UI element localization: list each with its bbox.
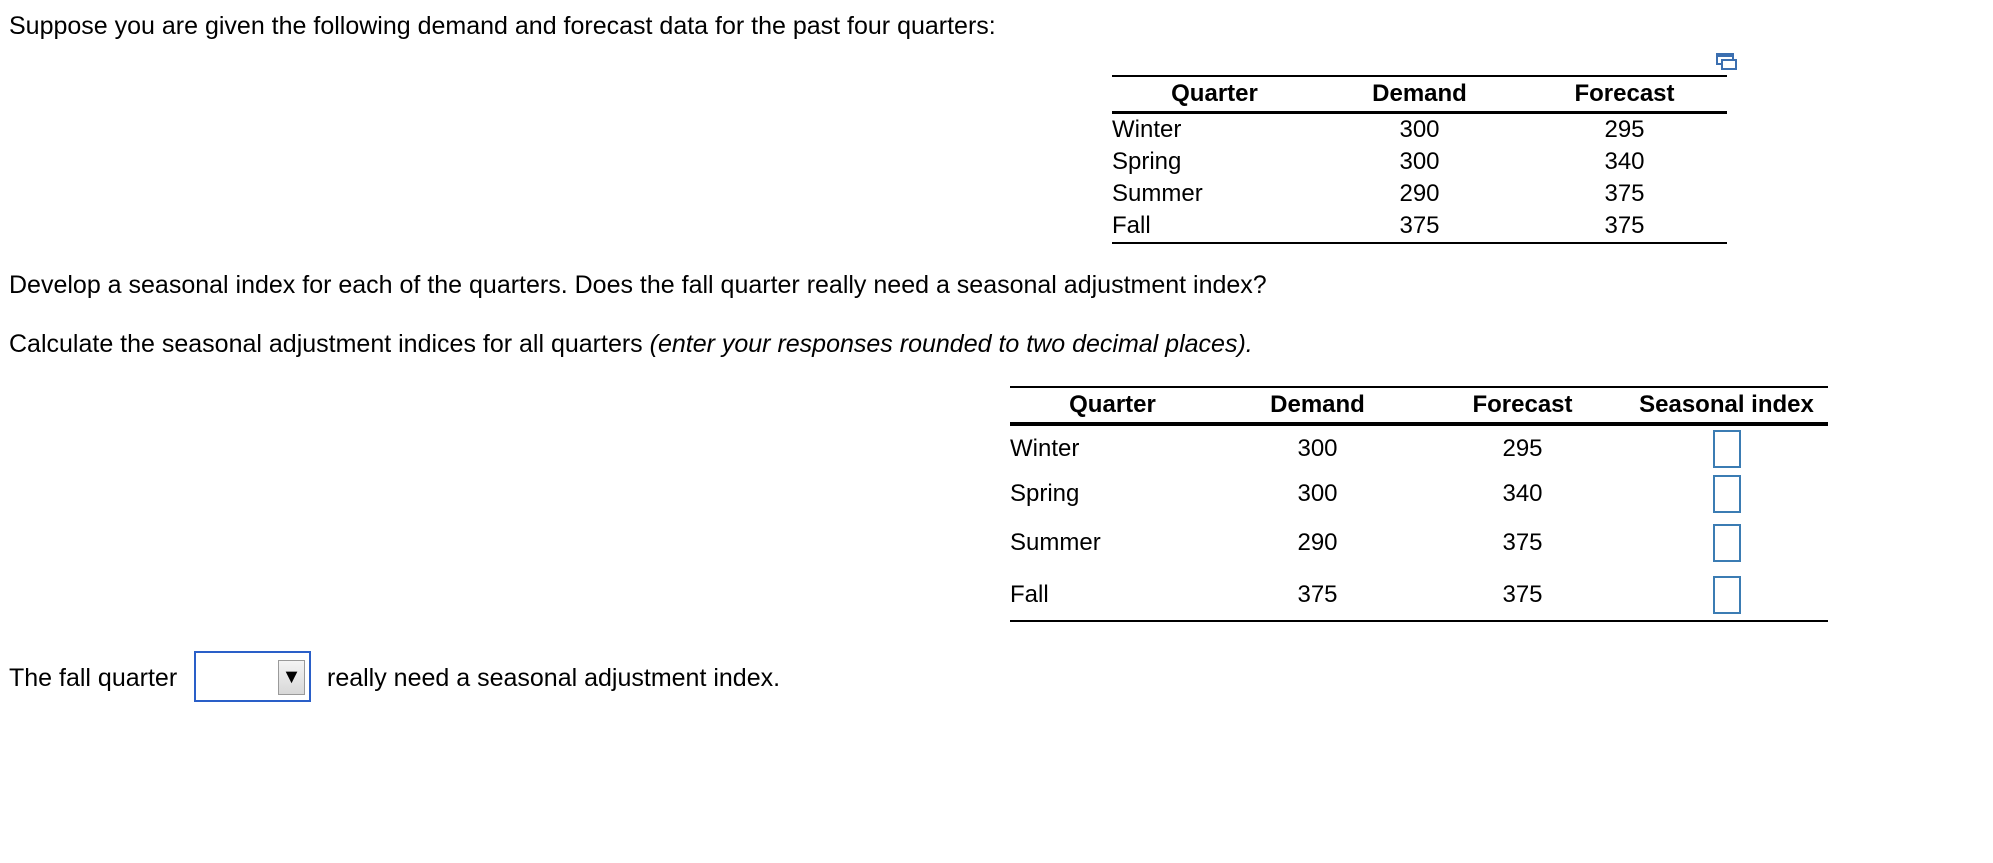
header-quarter: Quarter xyxy=(1069,391,1156,418)
demand-cell: 375 xyxy=(1399,212,1440,239)
instruction-italic: (enter your responses rounded to two decimal places). xyxy=(649,330,1253,358)
seasonal-index-cell xyxy=(1625,424,1828,472)
demand-forecast-table xyxy=(1112,75,1727,244)
answer-prefix: The fall quarter xyxy=(9,664,178,692)
table-row xyxy=(1010,424,1828,472)
seasonal-index-input-spring[interactable] xyxy=(1713,475,1741,513)
forecast-cell: 375 xyxy=(1604,212,1645,239)
answer-suffix: really need a seasonal adjustment index. xyxy=(327,664,781,692)
demand-cell: 375 xyxy=(1297,581,1338,608)
quarter-cell: Fall xyxy=(1112,212,1151,239)
demand-cell: 300 xyxy=(1297,480,1338,507)
seasonal-index-cell xyxy=(1625,516,1828,570)
demand-cell: 290 xyxy=(1399,180,1440,207)
instruction-main: Calculate the seasonal adjustment indices for all quarters xyxy=(9,330,650,358)
quarter-cell: Winter xyxy=(1010,435,1080,462)
forecast-cell: 295 xyxy=(1604,116,1645,143)
table-row xyxy=(1112,210,1727,243)
seasonal-index-cell xyxy=(1625,570,1828,621)
fall-quarter-answer-dropdown[interactable] xyxy=(194,651,311,702)
header-demand: Demand xyxy=(1270,391,1365,418)
table-row xyxy=(1010,570,1828,621)
demand-cell: 300 xyxy=(1399,148,1440,175)
demand-cell: 300 xyxy=(1399,116,1440,143)
table-row xyxy=(1112,178,1727,210)
intro-text: Suppose you are given the following demand and forecast data for the past four quarters: xyxy=(9,12,996,40)
demand-cell: 290 xyxy=(1297,529,1338,556)
forecast-cell: 340 xyxy=(1502,480,1543,507)
seasonal-index-input-fall[interactable] xyxy=(1713,576,1741,614)
forecast-cell: 375 xyxy=(1502,581,1543,608)
table-row xyxy=(1010,472,1828,516)
header-forecast: Forecast xyxy=(1574,80,1675,107)
quarter-cell: Summer xyxy=(1112,180,1203,207)
copy-table-icon[interactable] xyxy=(1716,49,1738,67)
header-quarter: Quarter xyxy=(1171,80,1258,107)
table-row xyxy=(1112,146,1727,178)
header-forecast: Forecast xyxy=(1472,391,1573,418)
seasonal-index-input-summer[interactable] xyxy=(1713,524,1741,562)
forecast-cell: 340 xyxy=(1604,148,1645,175)
quarter-cell: Spring xyxy=(1112,148,1182,175)
table-row xyxy=(1010,516,1828,570)
demand-cell: 300 xyxy=(1297,435,1338,462)
dropdown-arrow-icon[interactable]: ▼ xyxy=(278,660,305,695)
instruction-text xyxy=(9,329,1253,359)
forecast-cell: 375 xyxy=(1502,529,1543,556)
seasonal-index-cell xyxy=(1625,472,1828,516)
question-text: Develop a seasonal index for each of the quarters. Does the fall quarter really need a seasonal adjustment index? xyxy=(9,271,1267,299)
forecast-cell: 295 xyxy=(1502,435,1543,462)
quarter-cell: Summer xyxy=(1010,529,1101,556)
quarter-cell: Spring xyxy=(1010,480,1080,507)
forecast-cell: 375 xyxy=(1604,180,1645,207)
quarter-cell: Fall xyxy=(1010,581,1049,608)
table-row xyxy=(1112,113,1727,147)
quarter-cell: Winter xyxy=(1112,116,1182,143)
header-demand: Demand xyxy=(1372,80,1467,107)
table-header-row xyxy=(1010,387,1828,424)
table-header-row xyxy=(1112,76,1727,113)
seasonal-index-input-winter[interactable] xyxy=(1713,430,1741,468)
header-seasonal-index: Seasonal index xyxy=(1639,391,1814,418)
seasonal-index-table xyxy=(1010,386,1828,622)
